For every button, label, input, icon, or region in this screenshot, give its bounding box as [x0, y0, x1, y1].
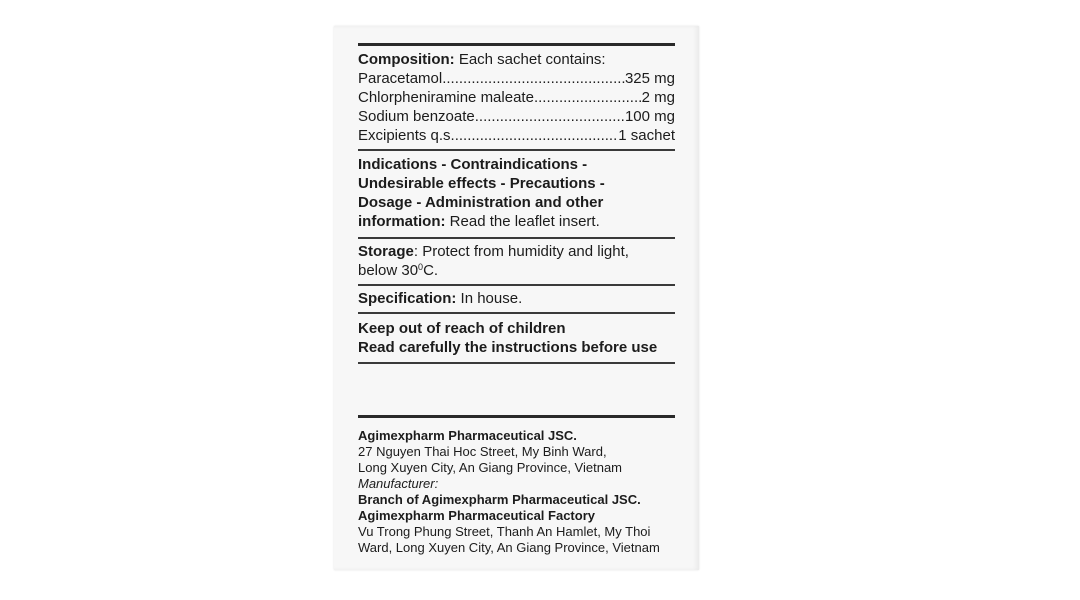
manufacturer-label: Manufacturer:	[358, 476, 439, 491]
ingredient-name: Chlorpheniramine maleate	[358, 89, 534, 106]
ingredient-name: Sodium benzoate	[358, 108, 475, 125]
leader-dots	[451, 126, 619, 145]
storage-section	[358, 242, 675, 280]
section-divider	[358, 362, 675, 364]
section-divider	[358, 312, 675, 314]
section-divider	[358, 284, 675, 286]
degree-sign: 0	[418, 262, 424, 272]
warning-read-instructions: Read carefully the instructions before use	[358, 339, 658, 356]
section-divider	[358, 237, 675, 239]
ingredient-row	[358, 88, 675, 107]
warning-children: Keep out of reach of children	[358, 320, 566, 337]
composition-header	[358, 50, 675, 69]
leader-dots	[475, 107, 625, 126]
warnings-section	[358, 319, 675, 357]
manufacturer-branch: Branch of Agimexpharm Pharmaceutical JSC.	[358, 492, 641, 507]
ingredient-name: Paracetamol	[358, 70, 443, 87]
indications-information-label: information:	[358, 213, 446, 230]
storage-temp-unit: C.	[423, 262, 439, 279]
factory-address-line-2: Ward, Long Xuyen City, An Giang Province, Vietnam	[358, 540, 660, 555]
company-top-rule	[358, 415, 675, 418]
storage-line-2	[358, 261, 675, 280]
storage-label: Storage	[358, 243, 414, 260]
indications-line-2: Undesirable effects - Precautions -	[358, 175, 605, 192]
section-divider	[358, 149, 675, 151]
ingredient-amount: 2 mg	[641, 89, 675, 106]
ingredient-amount: 325 mg	[624, 70, 675, 87]
company-section	[358, 428, 675, 556]
composition-section	[358, 50, 675, 145]
ingredient-amount: 1 sachet	[618, 127, 675, 144]
company-name: Agimexpharm Pharmaceutical JSC.	[358, 428, 577, 443]
storage-text: : Protect from humidity and light,	[413, 243, 629, 260]
ingredient-row	[358, 126, 675, 145]
indications-line-1: Indications - Contraindications -	[358, 156, 588, 173]
specification-section	[358, 289, 675, 308]
company-address-line-2: Long Xuyen City, An Giang Province, Vietnam	[358, 460, 623, 475]
indications-line-4	[358, 212, 675, 231]
specification-text: In house.	[460, 290, 523, 307]
storage-line-1	[358, 242, 675, 261]
top-rule	[358, 43, 675, 46]
ingredient-name: Excipients q.s	[358, 127, 451, 144]
ingredient-row	[358, 107, 675, 126]
manufacturer-factory: Agimexpharm Pharmaceutical Factory	[358, 508, 595, 523]
ingredient-row	[358, 69, 675, 88]
specification-line	[358, 289, 675, 308]
specification-label: Specification:	[358, 290, 457, 307]
composition-intro: Each sachet contains:	[458, 51, 606, 68]
indications-section	[358, 155, 675, 231]
company-address-line-1: 27 Nguyen Thai Hoc Street, My Binh Ward,	[358, 444, 607, 459]
indications-leaflet-text: Read the leaflet insert.	[449, 213, 600, 230]
leader-dots	[442, 69, 625, 88]
factory-address-line-1: Vu Trong Phung Street, Thanh An Hamlet, My Thoi	[358, 524, 651, 539]
storage-temp-prefix: below 30	[358, 262, 419, 279]
indications-line-3: Dosage - Administration and other	[358, 194, 604, 211]
ingredient-amount: 100 mg	[624, 108, 675, 125]
composition-heading: Composition:	[358, 51, 455, 68]
leader-dots	[534, 88, 642, 107]
